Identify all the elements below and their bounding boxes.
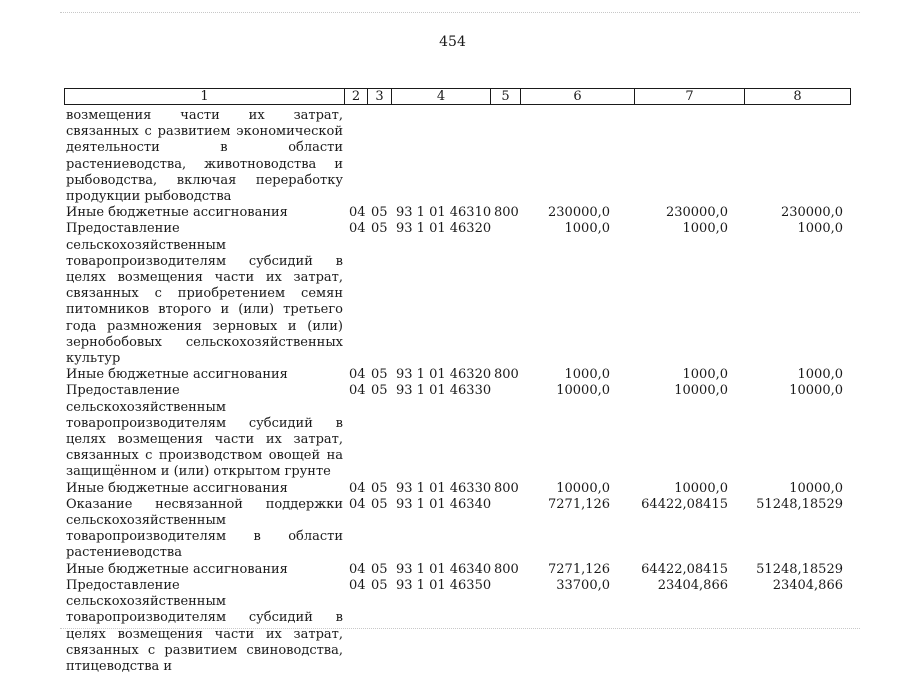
row-name: Предоставление сельскохозяйственным товаропроизводителям субсидий в целях возмещения части их затрат, связанных с производством овощей на защищённом и (или) открытом грунте [66,383,343,480]
row-target-code: 93 1 01 46320 [396,367,492,383]
row-target-code: 93 1 01 46340 [396,561,492,577]
row-expense-type: 800 [494,561,519,577]
header-cell-8: 8 [793,89,802,104]
row-name: Иные бюджетные ассигнования [66,561,288,577]
header-cell-2: 2 [345,89,368,104]
row-section: 04 [349,577,366,593]
scan-artifact-top [60,12,860,14]
row-amount-col6: 10000,0 [556,383,610,399]
row-amount-col7: 23404,866 [657,577,728,593]
table-body [66,108,856,675]
row-amount-col8: 10000,0 [789,480,843,496]
row-amount-col6: 1000,0 [564,221,610,237]
row-subsection: 05 [371,480,388,496]
row-name: Предоставление сельскохозяйственным товаропроизводителям субсидий в целях возмещения части их затрат, связанных с развитием свиноводства, птицеводства и [66,577,343,674]
row-subsection: 05 [371,561,388,577]
row-subsection: 05 [371,577,388,593]
row-section: 04 [349,480,366,496]
row-amount-col7: 64422,08415 [641,561,728,577]
header-cell-5: 5 [491,89,521,104]
row-target-code: 93 1 01 46330 [396,480,492,496]
row-section: 04 [349,221,366,237]
row-name: Предоставление сельскохозяйственным товаропроизводителям субсидий в целях возмещения части их затрат, связанных с приобретением семян питомников второго и (или) третьего года размножения зерновых и (или) зернобобовых сельскохозяйственных культур [66,221,343,367]
row-subsection: 05 [371,221,388,237]
row-amount-col6: 7271,126 [548,561,611,577]
row-name: Иные бюджетные ассигнования [66,480,288,496]
row-amount-col8: 51248,18529 [756,561,843,577]
header-cell-1: 1 [65,89,345,104]
table-row [66,108,856,205]
row-amount-col7: 10000,0 [674,480,728,496]
row-subsection: 05 [371,383,388,399]
row-target-code: 93 1 01 46350 [396,577,492,593]
table-row [66,221,856,367]
row-amount-col8: 51248,18529 [756,496,843,512]
row-target-code: 93 1 01 46330 [396,383,492,399]
table-row [66,481,856,497]
table-row [66,367,856,383]
row-target-code: 93 1 01 46320 [396,221,492,237]
row-name: Иные бюджетные ассигнования [66,367,288,383]
row-amount-col7: 230000,0 [665,205,728,221]
row-section: 04 [349,561,366,577]
row-amount-col7: 1000,0 [682,221,728,237]
row-subsection: 05 [371,205,388,221]
scan-artifact-bottom [60,628,860,630]
table-row [66,497,856,562]
row-subsection: 05 [371,496,388,512]
row-subsection: 05 [371,367,388,383]
row-name: Иные бюджетные ассигнования [66,205,288,221]
row-section: 04 [349,383,366,399]
table-row [66,578,856,675]
row-target-code: 93 1 01 46340 [396,496,492,512]
header-cell-3: 3 [368,89,392,104]
row-section: 04 [349,367,366,383]
header-cell-4: 4 [392,89,491,104]
table-row [66,562,856,578]
row-name: Оказание несвязанной поддержки сельскохозяйственным товаропроизводителям в области растениеводства [66,496,343,561]
row-name: возмещения части их затрат, связанных с развитием экономической деятельности в области растениеводства, животноводства и рыбоводства, включая переработку продукции рыбоводства [66,108,343,205]
row-amount-col6: 33700,0 [556,577,610,593]
table-header [64,88,851,105]
row-amount-col7: 64422,08415 [641,496,728,512]
row-amount-col6: 10000,0 [556,480,610,496]
row-expense-type: 800 [494,367,519,383]
row-target-code: 93 1 01 46310 [396,205,492,221]
row-section: 04 [349,496,366,512]
row-section: 04 [349,205,366,221]
row-amount-col8: 1000,0 [797,221,843,237]
row-amount-col6: 7271,126 [548,496,611,512]
row-amount-col7: 10000,0 [674,383,728,399]
row-amount-col6: 230000,0 [548,205,611,221]
table-row [66,205,856,221]
row-amount-col7: 1000,0 [682,367,728,383]
row-amount-col8: 1000,0 [797,367,843,383]
row-amount-col8: 230000,0 [780,205,843,221]
row-amount-col8: 10000,0 [789,383,843,399]
row-expense-type: 800 [494,205,519,221]
row-amount-col6: 1000,0 [564,367,610,383]
table-row [66,383,856,480]
page-number: 454 [439,34,466,50]
header-cell-7: 7 [635,89,745,104]
row-expense-type: 800 [494,480,519,496]
header-cell-6: 6 [521,89,635,104]
row-amount-col8: 23404,866 [772,577,843,593]
